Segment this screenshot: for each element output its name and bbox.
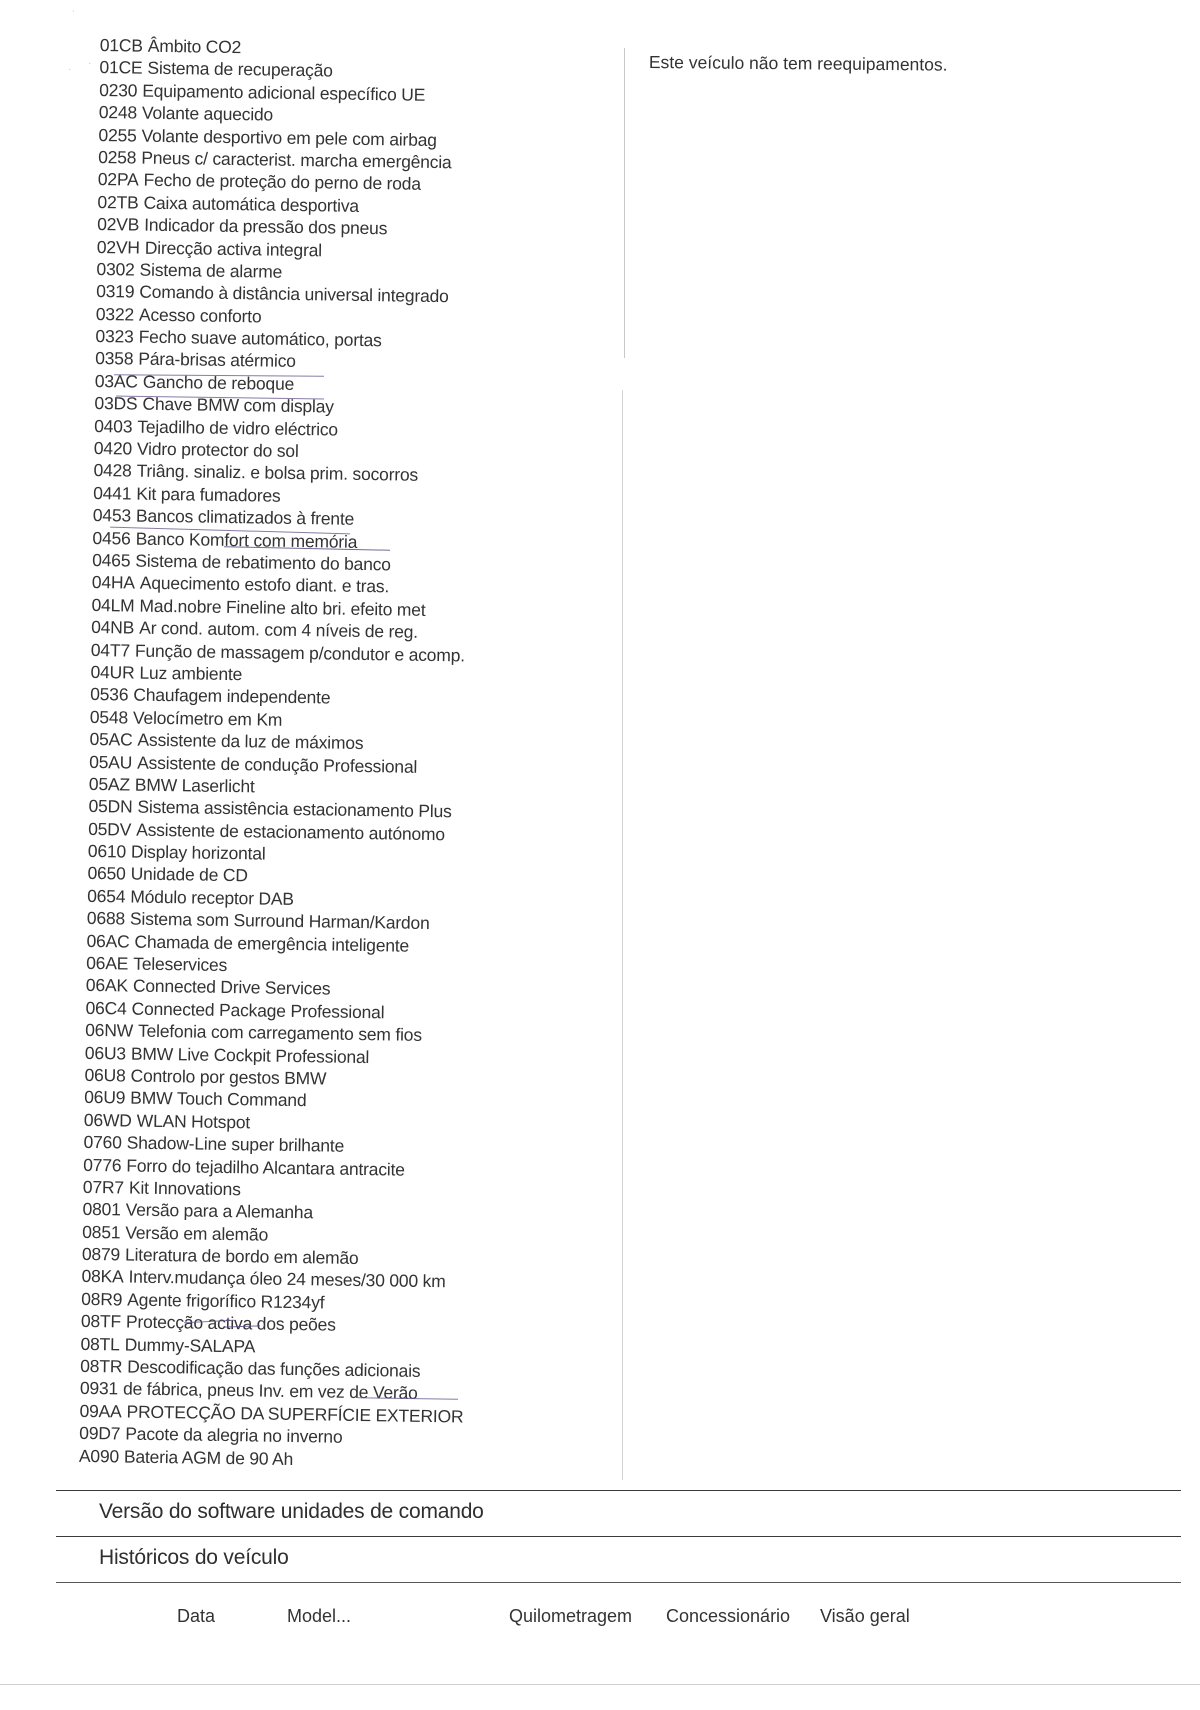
option-code: 08TR: [80, 1355, 123, 1377]
option-description: Telefonia com carregamento sem fios: [137, 1020, 422, 1046]
section-rule: [56, 1490, 1181, 1491]
option-code: 0322: [95, 303, 135, 325]
option-code: 0255: [98, 124, 137, 146]
option-code: 08R9: [81, 1288, 123, 1310]
option-code: 02TB: [97, 191, 139, 213]
option-code: 04LM: [91, 594, 135, 616]
option-description: Volante desportivo em pele com airbag: [141, 125, 437, 150]
option-description: Gancho de reboque: [142, 371, 295, 394]
option-code: 02VH: [96, 236, 140, 258]
option-description: Shadow-Line super brilhante: [126, 1132, 345, 1156]
option-code: 0760: [83, 1132, 122, 1153]
option-description: Kit para fumadores: [136, 483, 281, 506]
option-code: 0654: [87, 885, 126, 907]
option-code: 0456: [92, 527, 131, 549]
option-description: Versão para a Alemanha: [125, 1199, 314, 1223]
option-code: 05AZ: [88, 773, 131, 795]
option-description: Pára-brisas atérmico: [138, 349, 296, 372]
history-column-overview: Visão geral: [820, 1606, 910, 1626]
option-code: 0801: [82, 1199, 121, 1220]
option-description: Banco Komfort com memória: [135, 528, 358, 552]
option-description: Assistente de condução Professional: [137, 752, 418, 777]
option-description: Bateria AGM de 90 Ah: [123, 1446, 294, 1469]
history-column-model: Model...: [287, 1606, 352, 1626]
option-description: Função de massagem p/condutor e acomp.: [134, 640, 466, 666]
option-description: Sistema de recuperação: [147, 58, 333, 81]
option-description: Sistema de rebatimento do banco: [135, 550, 391, 575]
option-description: Triâng. sinaliz. e bolsa prim. socorros: [136, 461, 419, 486]
option-code: 06C4: [85, 997, 127, 1019]
option-code: 02VB: [97, 214, 140, 235]
option-code: 0428: [93, 460, 132, 481]
option-description: Vidro protector do sol: [136, 438, 299, 462]
option-description: Protecção activa dos peões: [125, 1311, 336, 1335]
option-description: Literatura de bordo em alemão: [124, 1244, 359, 1269]
option-code: 0403: [94, 415, 133, 437]
option-description: Direcção activa integral: [144, 237, 323, 260]
option-description: Indicador da pressão dos pneus: [144, 214, 388, 239]
option-code: 03DS: [94, 393, 138, 414]
option-description: BMW Laserlicht: [134, 774, 255, 797]
section-rule: [56, 1536, 1181, 1537]
option-code: 0688: [86, 908, 126, 929]
retrofit-note: Este veículo não tem reequipamentos.: [648, 52, 948, 75]
option-description: Forro do tejadilho Alcantara antracite: [126, 1155, 405, 1180]
option-description: Controlo por gestos BMW: [130, 1065, 327, 1089]
option-description: Pacote da alegria no inverno: [125, 1423, 343, 1447]
option-code: 08KA: [81, 1266, 124, 1287]
option-description: Display horizontal: [130, 841, 266, 864]
option-code: 06AK: [85, 975, 129, 996]
history-column-date: Data: [177, 1606, 216, 1626]
option-code: 08TL: [80, 1333, 120, 1355]
option-code: 03AC: [94, 370, 138, 392]
option-description: Descodificação das funções adicionais: [127, 1356, 421, 1381]
option-description: Sistema de alarme: [139, 259, 283, 282]
option-code: 0323: [95, 326, 134, 347]
option-code: 0420: [93, 437, 133, 459]
option-description: Unidade de CD: [130, 864, 248, 886]
option-code: 0441: [93, 482, 132, 504]
option-code: 0302: [96, 258, 135, 280]
option-code: 06NW: [85, 1020, 134, 1041]
option-description: Luz ambiente: [139, 662, 243, 685]
option-code: 07R7: [82, 1176, 125, 1198]
option-code: 08TF: [80, 1311, 122, 1332]
option-code: 0465: [92, 549, 131, 571]
column-divider: [622, 390, 623, 1480]
option-description: Fecho de proteção do perno de roda: [143, 170, 421, 195]
section-rule: [56, 1582, 1181, 1583]
option-code: 05AC: [89, 729, 133, 750]
option-description: Ar cond. autom. com 4 níveis de reg.: [139, 617, 419, 642]
option-description: Dummy-SALAPA: [124, 1334, 256, 1357]
page-bottom-edge: [0, 1684, 1200, 1685]
column-divider: [624, 48, 625, 358]
option-code: 0851: [82, 1221, 121, 1243]
option-code: 06AC: [86, 930, 130, 952]
option-code: 04HA: [91, 572, 135, 593]
history-column-mileage: Quilometragem: [509, 1606, 633, 1626]
option-description: Acesso conforto: [138, 304, 262, 327]
option-description: Assistente da luz de máximos: [137, 729, 364, 754]
option-description: Assistente de estacionamento autónomo: [136, 819, 446, 844]
option-code: 06WD: [83, 1109, 132, 1131]
option-description: Agente frigorífico R1234yf: [127, 1289, 325, 1313]
option-description: Volante aquecido: [141, 102, 274, 125]
option-code: 01CE: [99, 57, 143, 79]
option-description: Fecho suave automático, portas: [138, 326, 382, 351]
option-description: Chave BMW com display: [142, 393, 334, 417]
option-description: Comando à distância universal integrado: [139, 281, 449, 307]
scan-speck: ·: [88, 58, 92, 69]
option-description: Sistema assistência estacionamento Plus: [137, 796, 452, 822]
option-code: 04NB: [91, 617, 135, 638]
option-code: 0650: [87, 863, 126, 884]
option-description: Connected Package Professional: [131, 998, 385, 1023]
option-description: Sistema som Surround Harman/Kardon: [129, 908, 430, 934]
option-code: 0776: [83, 1154, 122, 1175]
option-description: Módulo receptor DAB: [130, 886, 294, 909]
option-code: 0453: [92, 505, 132, 526]
options-list: [79, 34, 620, 1475]
option-code: 0610: [87, 840, 127, 862]
option-code: 06U9: [84, 1087, 126, 1108]
option-code: 0258: [98, 146, 137, 168]
option-description: Mad.nobre Fineline alto bri. efeito met: [139, 595, 426, 620]
option-description: Equipamento adicional específico UE: [142, 80, 426, 105]
option-description: Versão em alemão: [125, 1222, 269, 1245]
option-description: Bancos climatizados à frente: [135, 505, 355, 530]
option-code: 04UR: [90, 661, 135, 683]
option-description: BMW Live Cockpit Professional: [130, 1043, 370, 1067]
option-code: 05DV: [88, 818, 132, 840]
option-description: Caixa automática desportiva: [143, 192, 360, 216]
option-description: Âmbito CO2: [147, 35, 242, 58]
option-description: Pneus c/ caracterist. marcha emergência: [141, 147, 452, 173]
option-code: 0879: [81, 1243, 121, 1265]
option-description: Teleservices: [133, 953, 228, 976]
option-code: 0248: [98, 102, 138, 123]
software-versions-heading: Versão do software unidades de comando: [99, 1500, 484, 1523]
option-description: Interv.mudança óleo 24 meses/30 000 km: [128, 1267, 446, 1292]
option-code: 0230: [99, 79, 138, 101]
option-code: 0548: [89, 706, 129, 728]
option-description: Connected Drive Services: [132, 976, 331, 999]
option-code: 05DN: [88, 796, 133, 817]
option-description: PROTECÇÃO DA SUPERFÍCIE EXTERIOR: [126, 1401, 464, 1427]
option-code: 09AA: [79, 1400, 122, 1422]
option-description: de fábrica, pneus Inv. em vez de Verão: [122, 1378, 418, 1404]
option-code: 09D7: [79, 1423, 121, 1444]
option-description: WLAN Hotspot: [136, 1110, 251, 1133]
option-description: Velocímetro em Km: [132, 707, 283, 730]
option-code: 0358: [95, 348, 134, 369]
option-code: 06U3: [84, 1042, 127, 1064]
option-code: 04T7: [90, 639, 131, 661]
history-column-dealer: Concessionário: [666, 1606, 791, 1626]
option-code: 01CB: [99, 34, 143, 56]
option-code: 05AU: [89, 751, 133, 773]
scan-speck: ·: [68, 64, 72, 75]
option-description: Kit Innovations: [128, 1177, 241, 1200]
option-description: BMW Touch Command: [130, 1087, 307, 1111]
option-description: Aquecimento estofo diant. e tras.: [139, 573, 390, 597]
option-code: 0536: [90, 684, 129, 705]
option-description: Tejadilho de vidro eléctrico: [137, 416, 339, 440]
option-code: 06AE: [86, 952, 129, 974]
option-code: 06U8: [84, 1064, 126, 1086]
option-code: 02PA: [97, 169, 139, 190]
option-code: 0931: [79, 1378, 119, 1399]
option-code: 0319: [96, 281, 135, 302]
option-description: Chamada de emergência inteligente: [134, 931, 410, 956]
option-description: Chaufagem independente: [133, 684, 331, 708]
scan-speck: ˈ: [72, 10, 76, 21]
option-code: A090: [78, 1445, 120, 1467]
vehicle-history-heading: Históricos do veículo: [99, 1546, 289, 1569]
